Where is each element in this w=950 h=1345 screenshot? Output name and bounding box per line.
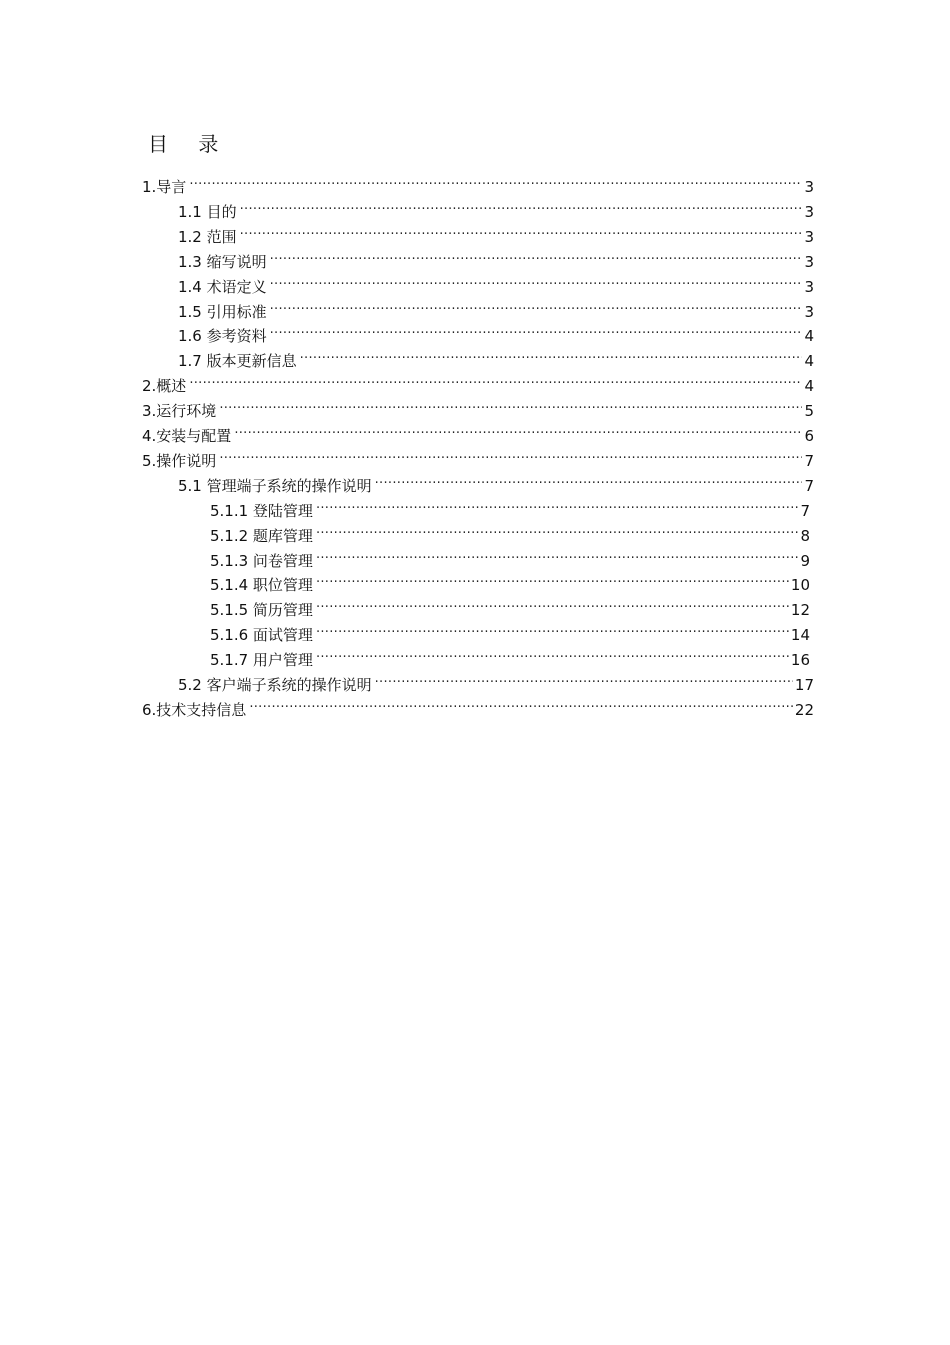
toc-dot-leader bbox=[316, 593, 789, 615]
toc-entry-page-number: 4 bbox=[804, 377, 814, 396]
toc-entry[interactable] bbox=[178, 469, 814, 495]
toc-dot-leader bbox=[300, 344, 802, 366]
toc-entry-label: 1.6 参考资料 bbox=[178, 327, 267, 346]
toc-entry-label: 2.概述 bbox=[142, 377, 187, 396]
toc-entry[interactable] bbox=[142, 419, 814, 445]
toc-dot-leader bbox=[219, 444, 802, 466]
toc-entry[interactable] bbox=[178, 270, 814, 296]
toc-entry-label: 5.操作说明 bbox=[142, 451, 217, 470]
toc-entry-label: 1.2 范围 bbox=[178, 227, 237, 246]
toc-entry-page-number: 12 bbox=[790, 601, 810, 620]
toc-entry-label: 5.1.7 用户管理 bbox=[210, 651, 313, 670]
toc-entry[interactable] bbox=[210, 494, 810, 520]
toc-entry-label: 1.导言 bbox=[142, 178, 187, 196]
toc-entry-label: 5.1 管理端子系统的操作说明 bbox=[178, 476, 372, 495]
toc-entry-page-number: 17 bbox=[794, 676, 814, 694]
toc-entry[interactable] bbox=[142, 394, 814, 421]
toc-entry-label: 5.1.1 登陆管理 bbox=[210, 501, 313, 520]
toc-entry-label: 6.技术支持信息 bbox=[142, 700, 247, 719]
toc-entry[interactable] bbox=[142, 170, 814, 196]
toc-entry-label: 4.安装与配置 bbox=[142, 427, 232, 445]
toc-title: 目 录 bbox=[148, 132, 231, 156]
toc-dot-leader bbox=[270, 295, 802, 317]
toc-dot-leader bbox=[316, 643, 789, 665]
toc-dot-leader bbox=[189, 170, 802, 192]
toc-dot-leader bbox=[270, 319, 802, 341]
toc-entry[interactable] bbox=[178, 220, 814, 246]
toc-entry[interactable] bbox=[178, 668, 814, 694]
toc-entry-page-number: 3 bbox=[804, 178, 814, 196]
toc-entry[interactable] bbox=[210, 593, 810, 620]
toc-entry[interactable] bbox=[142, 369, 814, 396]
toc-entry[interactable] bbox=[178, 195, 814, 221]
toc-dot-leader bbox=[316, 494, 798, 516]
toc-entry[interactable] bbox=[142, 444, 814, 470]
toc-dot-leader bbox=[240, 195, 802, 217]
toc-dot-leader bbox=[316, 618, 789, 640]
toc-entry[interactable] bbox=[178, 245, 814, 271]
toc-entry-page-number: 22 bbox=[794, 700, 814, 719]
toc-entry-page-number: 8 bbox=[800, 526, 810, 545]
toc-entry-page-number: 3 bbox=[804, 277, 814, 296]
toc-entry[interactable] bbox=[210, 643, 810, 670]
toc-entry-label: 5.2 客户端子系统的操作说明 bbox=[178, 676, 372, 694]
toc-entry-page-number: 4 bbox=[804, 352, 814, 371]
toc-dot-leader bbox=[189, 369, 802, 391]
toc-entry-label: 5.1.4 职位管理 bbox=[210, 576, 313, 595]
toc-dot-leader bbox=[219, 394, 802, 416]
toc-dot-leader bbox=[316, 544, 798, 566]
toc-entry-page-number: 7 bbox=[804, 476, 814, 495]
toc-entry[interactable] bbox=[210, 519, 810, 545]
toc-dot-leader bbox=[240, 220, 802, 242]
toc-dot-leader bbox=[316, 519, 798, 541]
toc-dot-leader bbox=[375, 668, 793, 690]
toc-entry-label: 1.3 缩写说明 bbox=[178, 252, 267, 271]
toc-entry-page-number: 5 bbox=[804, 402, 814, 421]
toc-dot-leader bbox=[234, 419, 802, 441]
toc-entry-page-number: 4 bbox=[804, 327, 814, 346]
toc-entry-label: 5.1.6 面试管理 bbox=[210, 626, 313, 645]
toc-entry[interactable] bbox=[142, 693, 814, 719]
toc-entry-page-number: 7 bbox=[800, 501, 810, 520]
toc-entry-page-number: 14 bbox=[790, 626, 810, 645]
toc-entry-label: 5.1.2 题库管理 bbox=[210, 526, 313, 545]
toc-entry-page-number: 10 bbox=[790, 576, 810, 595]
toc-entry[interactable] bbox=[178, 344, 814, 371]
toc-entry-page-number: 3 bbox=[804, 202, 814, 221]
toc-entry-page-number: 3 bbox=[804, 302, 814, 321]
toc-entry-label: 1.5 引用标准 bbox=[178, 302, 267, 321]
toc-dot-leader bbox=[249, 693, 793, 715]
toc-entry[interactable] bbox=[210, 544, 810, 570]
toc-entry-page-number: 7 bbox=[804, 451, 814, 470]
toc-entry-page-number: 6 bbox=[804, 427, 814, 445]
toc-entry-page-number: 3 bbox=[804, 252, 814, 271]
toc-entry-label: 5.1.3 问卷管理 bbox=[210, 551, 313, 570]
toc-entry[interactable] bbox=[178, 295, 814, 321]
toc-entry[interactable] bbox=[210, 568, 810, 595]
toc-entry-label: 1.7 版本更新信息 bbox=[178, 352, 297, 371]
toc-entry[interactable] bbox=[210, 618, 810, 645]
toc-entry-label: 1.4 术语定义 bbox=[178, 277, 267, 296]
toc-dot-leader bbox=[375, 469, 802, 491]
toc-dot-leader bbox=[270, 270, 802, 292]
toc-entry-page-number: 3 bbox=[804, 227, 814, 246]
toc-entry-label: 5.1.5 简历管理 bbox=[210, 601, 313, 620]
toc-dot-leader bbox=[270, 245, 802, 267]
toc-dot-leader bbox=[316, 568, 789, 590]
toc-entry-page-number: 9 bbox=[800, 551, 810, 570]
toc-entry[interactable] bbox=[178, 319, 814, 346]
toc-entry-label: 3.运行环境 bbox=[142, 402, 217, 421]
toc-entry-page-number: 16 bbox=[790, 651, 810, 670]
toc-entry-label: 1.1 目的 bbox=[178, 202, 237, 221]
